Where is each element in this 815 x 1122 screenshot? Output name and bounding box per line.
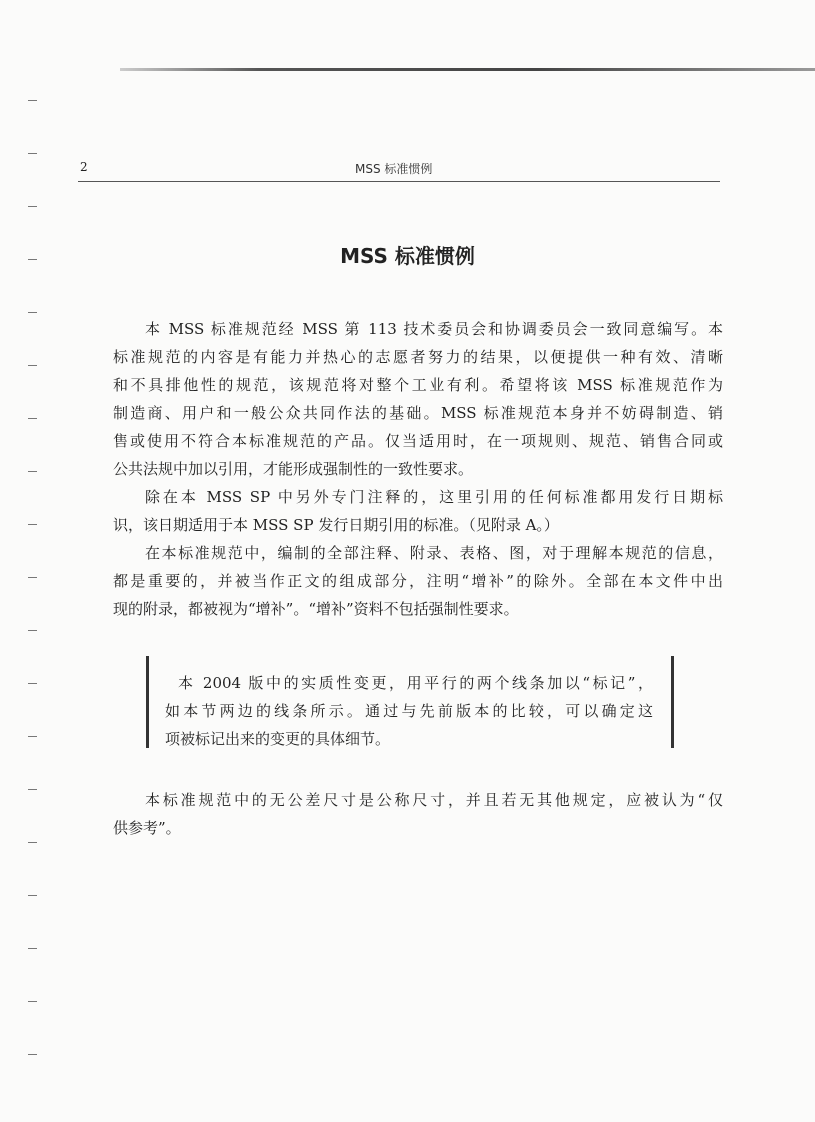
margin-tick [28,153,37,154]
margin-tick [28,206,37,207]
margin-tick [28,100,37,101]
paragraph-line: 制造商、用户和一般公众共同作法的基础。MSS 标准规范本身并不妨碍制造、销 [113,404,723,422]
paragraph-line: 识，该日期适用于本 MSS SP 发行日期引用的标准。（见附录 A。） [113,516,559,534]
margin-tick [28,365,37,366]
paragraph-line: 供参考”。 [113,819,181,837]
margin-tick [28,630,37,631]
paragraph-line: 和不具排他性的规范，该规范将对整个工业有利。希望将该 MSS 标准规范作为 [113,376,723,394]
margin-tick [28,789,37,790]
scan-edge-line [120,68,815,71]
margin-tick [28,577,37,578]
margin-tick [28,312,37,313]
margin-tick [28,471,37,472]
paragraph-line: 本 MSS 标准规范经 MSS 第 113 技术委员会和协调委员会一致同意编写。本 [145,320,723,338]
running-header: MSS 标准惯例 [355,162,433,176]
margin-tick [28,736,37,737]
note-line: 项被标记出来的变更的具体细节。 [165,730,391,748]
paragraph-line: 售或使用不符合本标准规范的产品。仅当适用时，在一项规则、规范、销售合同或 [113,432,723,450]
paragraph-line: 现的附录，都被视为“增补”。“增补”资料不包括强制性要求。 [113,600,519,618]
note-line: 本 2004 版中的实质性变更，用平行的两个线条加以“标记”， [178,674,653,692]
note-line: 如本节两边的线条所示。通过与先前版本的比较，可以确定这 [165,702,653,720]
header-rule [78,181,720,182]
paragraph-line: 都是重要的，并被当作正文的组成部分，注明“增补”的除外。全部在本文件中出 [113,572,723,590]
page-number: 2 [80,160,88,174]
paragraph-line: 除在本 MSS SP 中另外专门注释的，这里引用的任何标准都用发行日期标 [145,488,723,506]
margin-tick [28,418,37,419]
paragraph-line: 公共法规中加以引用，才能形成强制性的一致性要求。 [113,460,474,478]
margin-tick [28,895,37,896]
margin-tick [28,948,37,949]
margin-tick [28,683,37,684]
paragraph-line: 本标准规范中的无公差尺寸是公称尺寸，并且若无其他规定，应被认为“仅 [145,791,723,809]
margin-tick [28,842,37,843]
margin-tick [28,1054,37,1055]
margin-tick [28,524,37,525]
paragraph-line: 标准规范的内容是有能力并热心的志愿者努力的结果，以便提供一种有效、清晰 [113,348,723,366]
page-title: MSS 标准惯例 [340,244,475,268]
paragraph-line: 在本标准规范中，编制的全部注释、附录、表格、图，对于理解本规范的信息， [145,544,723,562]
margin-tick [28,1001,37,1002]
